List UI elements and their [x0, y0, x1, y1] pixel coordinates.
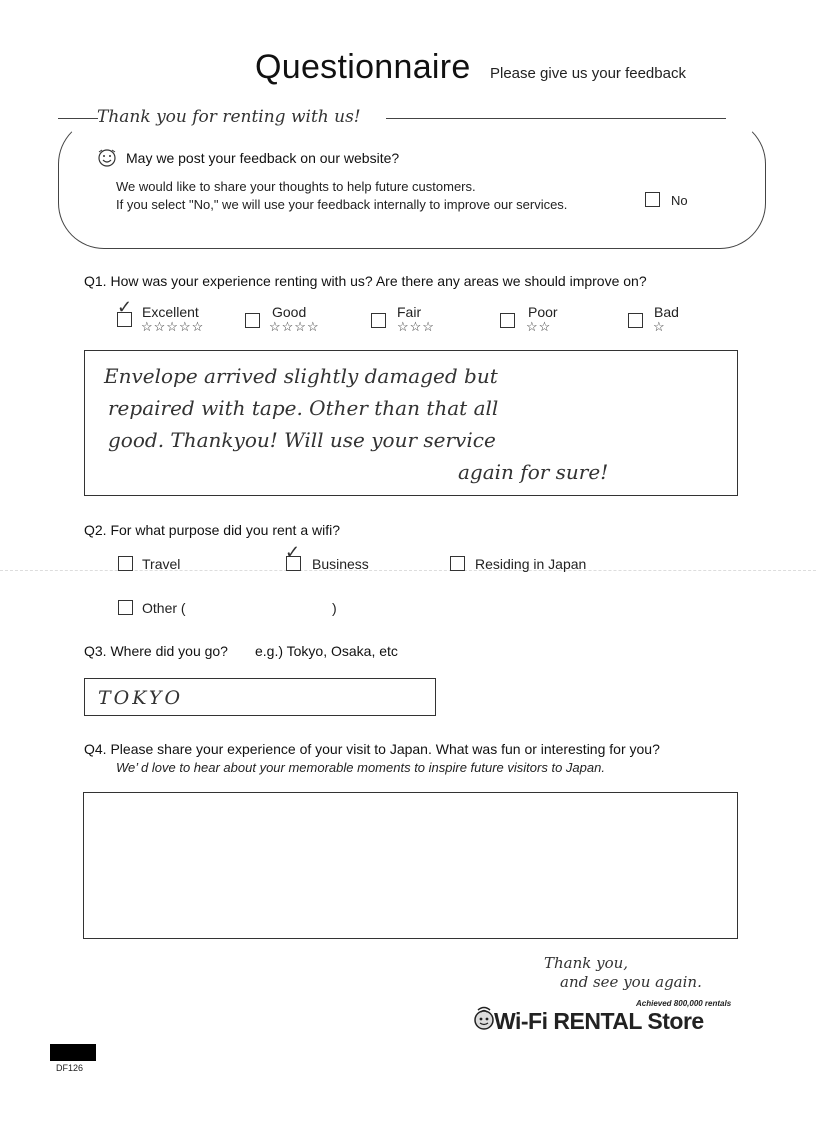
q2-option-residing-in-japan: Residing in Japan: [475, 556, 587, 572]
q2-option-other: Other (: [142, 600, 186, 616]
q2-residing-checkbox[interactable]: [450, 556, 465, 571]
star-rating-3-icon: ☆☆☆: [397, 319, 435, 334]
q1-answer-line4: again for sure!: [458, 460, 609, 484]
no-checkbox[interactable]: [645, 192, 660, 207]
website-permission-question: May we post your feedback on our website?: [126, 150, 400, 166]
panel-top-border: [58, 118, 98, 119]
panel-handwritten-heading: Thank you for renting with us!: [97, 107, 361, 127]
q3-answer: TOKYO: [98, 687, 184, 709]
no-label: No: [671, 193, 688, 208]
q2-question: Q2. For what purpose did you rent a wifi?: [84, 522, 341, 538]
star-rating-4-icon: ☆☆☆☆: [269, 319, 320, 334]
achieved-rentals-text: Achieved 800,000 rentals: [636, 999, 732, 1008]
star-rating-5-icon: ☆☆☆☆☆: [141, 319, 205, 334]
redaction-bar: [50, 1044, 96, 1061]
page-title: Questionnaire: [255, 48, 471, 86]
q1-good-checkbox[interactable]: [245, 313, 260, 328]
q1-poor-checkbox[interactable]: [500, 313, 515, 328]
q1-question: Q1. How was your experience renting with us? Are there any areas we should improve on?: [84, 273, 647, 289]
q4-answer-box[interactable]: [83, 792, 738, 939]
footer-thanks-line2: and see you again.: [560, 973, 702, 991]
panel-top-border-right: [386, 118, 726, 119]
footer-thanks-line1: Thank you,: [544, 954, 629, 972]
q1-answer-line2: repaired with tape. Other than that all: [108, 396, 499, 420]
website-permission-line1: We would like to share your thoughts to help future customers.: [116, 179, 476, 194]
checkmark-icon: ✓: [285, 542, 301, 562]
q2-other-close-paren: ): [332, 600, 337, 616]
page-subtitle: Please give us your feedback: [490, 65, 686, 82]
brand-logo: Wi-Fi RENTAL Store: [494, 1008, 704, 1034]
checkmark-icon: ✓: [117, 297, 133, 317]
smiley-speech-icon: [97, 148, 117, 168]
q1-option-excellent: Excellent: [142, 304, 199, 320]
q1-option-bad: Bad: [654, 304, 679, 320]
q2-travel-checkbox[interactable]: [118, 556, 133, 571]
q2-other-checkbox[interactable]: [118, 600, 133, 615]
star-rating-1-icon: ☆: [653, 319, 666, 334]
q1-fair-checkbox[interactable]: [371, 313, 386, 328]
q3-question: Q3. Where did you go?: [84, 643, 228, 659]
q1-option-good: Good: [272, 304, 307, 320]
q2-option-travel: Travel: [142, 556, 181, 572]
q1-answer-line1: Envelope arrived slightly damaged but: [104, 364, 498, 388]
wifi-mascot-logo-icon: [472, 1004, 496, 1032]
q1-bad-checkbox[interactable]: [628, 313, 643, 328]
q2-option-business: Business: [312, 556, 369, 572]
q1-answer-line3: good. Thankyou! Will use your service: [108, 428, 496, 452]
q1-option-poor: Poor: [528, 304, 558, 320]
q1-option-fair: Fair: [397, 304, 422, 320]
form-code: DF126: [56, 1063, 84, 1073]
star-rating-2-icon: ☆☆: [526, 319, 552, 334]
q4-question: Q4. Please share your experience of your visit to Japan. What was fun or interesting for you?: [84, 741, 660, 757]
q4-hint: We’ d love to hear about your memorable moments to inspire future visitors to Japan.: [116, 760, 605, 775]
website-permission-line2: If you select "No," we will use your feedback internally to improve our services.: [116, 197, 568, 212]
q3-example: e.g.) Tokyo, Osaka, etc: [255, 643, 398, 659]
